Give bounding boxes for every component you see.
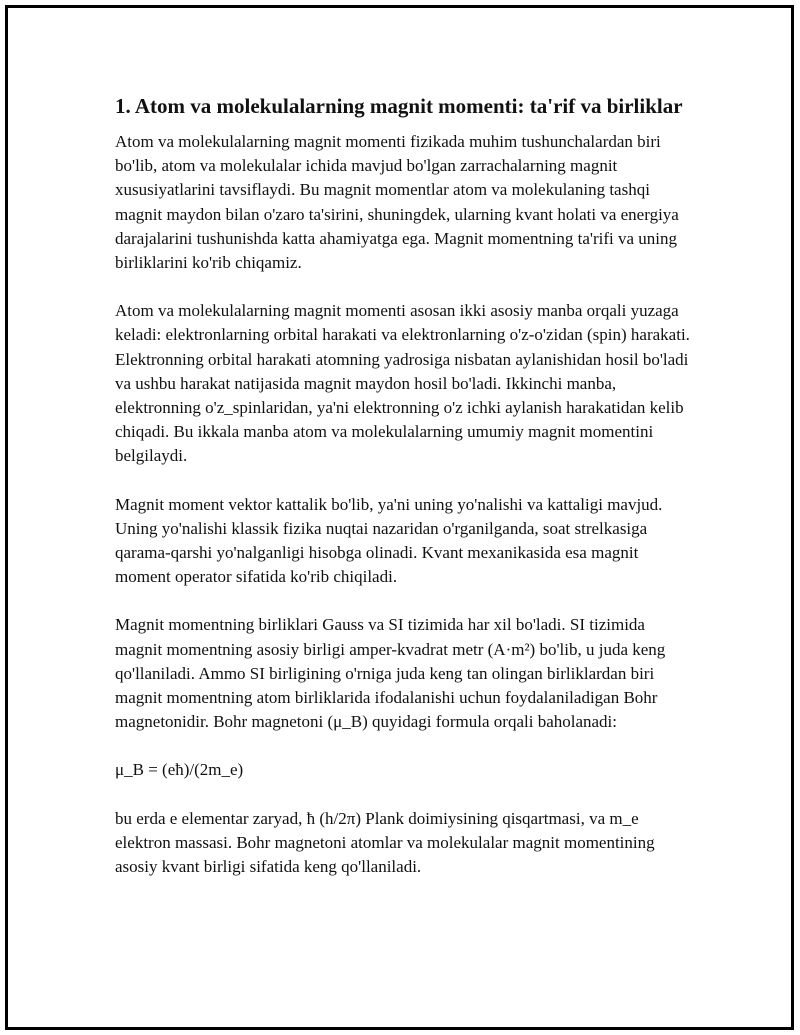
section-heading: 1. Atom va molekulalarning magnit momenti: ta'rif va birliklar [115, 94, 683, 118]
formula-bohr-magneton: μ_B = (eħ)/(2m_e) [115, 760, 244, 780]
paragraph-vector: Magnit moment vektor kattalik bo'lib, ya'ni uning yo'nalishi va kattaligi mavjud. Uning yo'nalishi klassik fizika nuqtai nazaridan o'rganilganda, soat strelkasiga qarama-qarshi yo'nalganligi hisobga olinadi. Kvant mexanikasida esa magnit moment operator sifatida ko'rib chiqiladi. [115, 494, 663, 587]
paragraph-sources: Atom va molekulalarning magnit momenti asosan ikki asosiy manba orqali yuzaga keladi: elektronlarning orbital harakati va elektronlarning o'z-o'zidan (spin) harakati. Elektronning orbital harakati atomning yadrosiga nisbatan aylanishidan hosil bo'ladi va ushbu harakat natijasida magnit maydon hosil bo'ladi. Ikkinchi manba, elektronning o'z_spinlaridan, ya'ni elektronning o'z ichki aylanish harakatidan kelib chiqadi. Bu ikkala manba atom va molekulalarning umumiy magnit momentini belgilaydi. [115, 301, 690, 466]
paragraph-units: Magnit momentning birliklari Gauss va SI tizimida har xil bo'ladi. SI tizimida magnit momentning asosiy birligi amper-kvadrat metr (A·m²) bo'lib, u juda keng qo'llaniladi. Ammo SI birligining o'rniga juda keng tan olingan birliklardan biri magnit momentning atom birliklarida ifodalanishi uchun foydalaniladigan Bohr magnetonidir. Bohr magnetoni (μ_B) quyidagi formula orqali baholanadi: [115, 615, 666, 732]
paragraph-definition: Atom va molekulalarning magnit momenti fizikada muhim tushunchalardan biri bo'lib, atom va molekulalar ichida mavjud bo'lgan zarrachalarning magnit xususiyatlarini tavsiflaydi. Bu magnit momentlar atom va molekulaning tashqi magnit maydon bilan o'zaro ta'sirini, shuningdek, ularning kvant holati va energiya darajalarini tushunishda katta ahamiyatga ega. Magnit momentning ta'rifi va uning birliklarini ko'rib chiqamiz. [115, 132, 679, 273]
paragraph-formula-explanation: bu erda e elementar zaryad, ħ (h/2π) Plank doimiysining qisqartmasi, va m_e elektron massasi. Bohr magnetoni atomlar va molekulalar magnit momentining asosiy kvant birligi sifatida keng qo'llaniladi. [115, 808, 655, 877]
document-content [115, 91, 695, 879]
